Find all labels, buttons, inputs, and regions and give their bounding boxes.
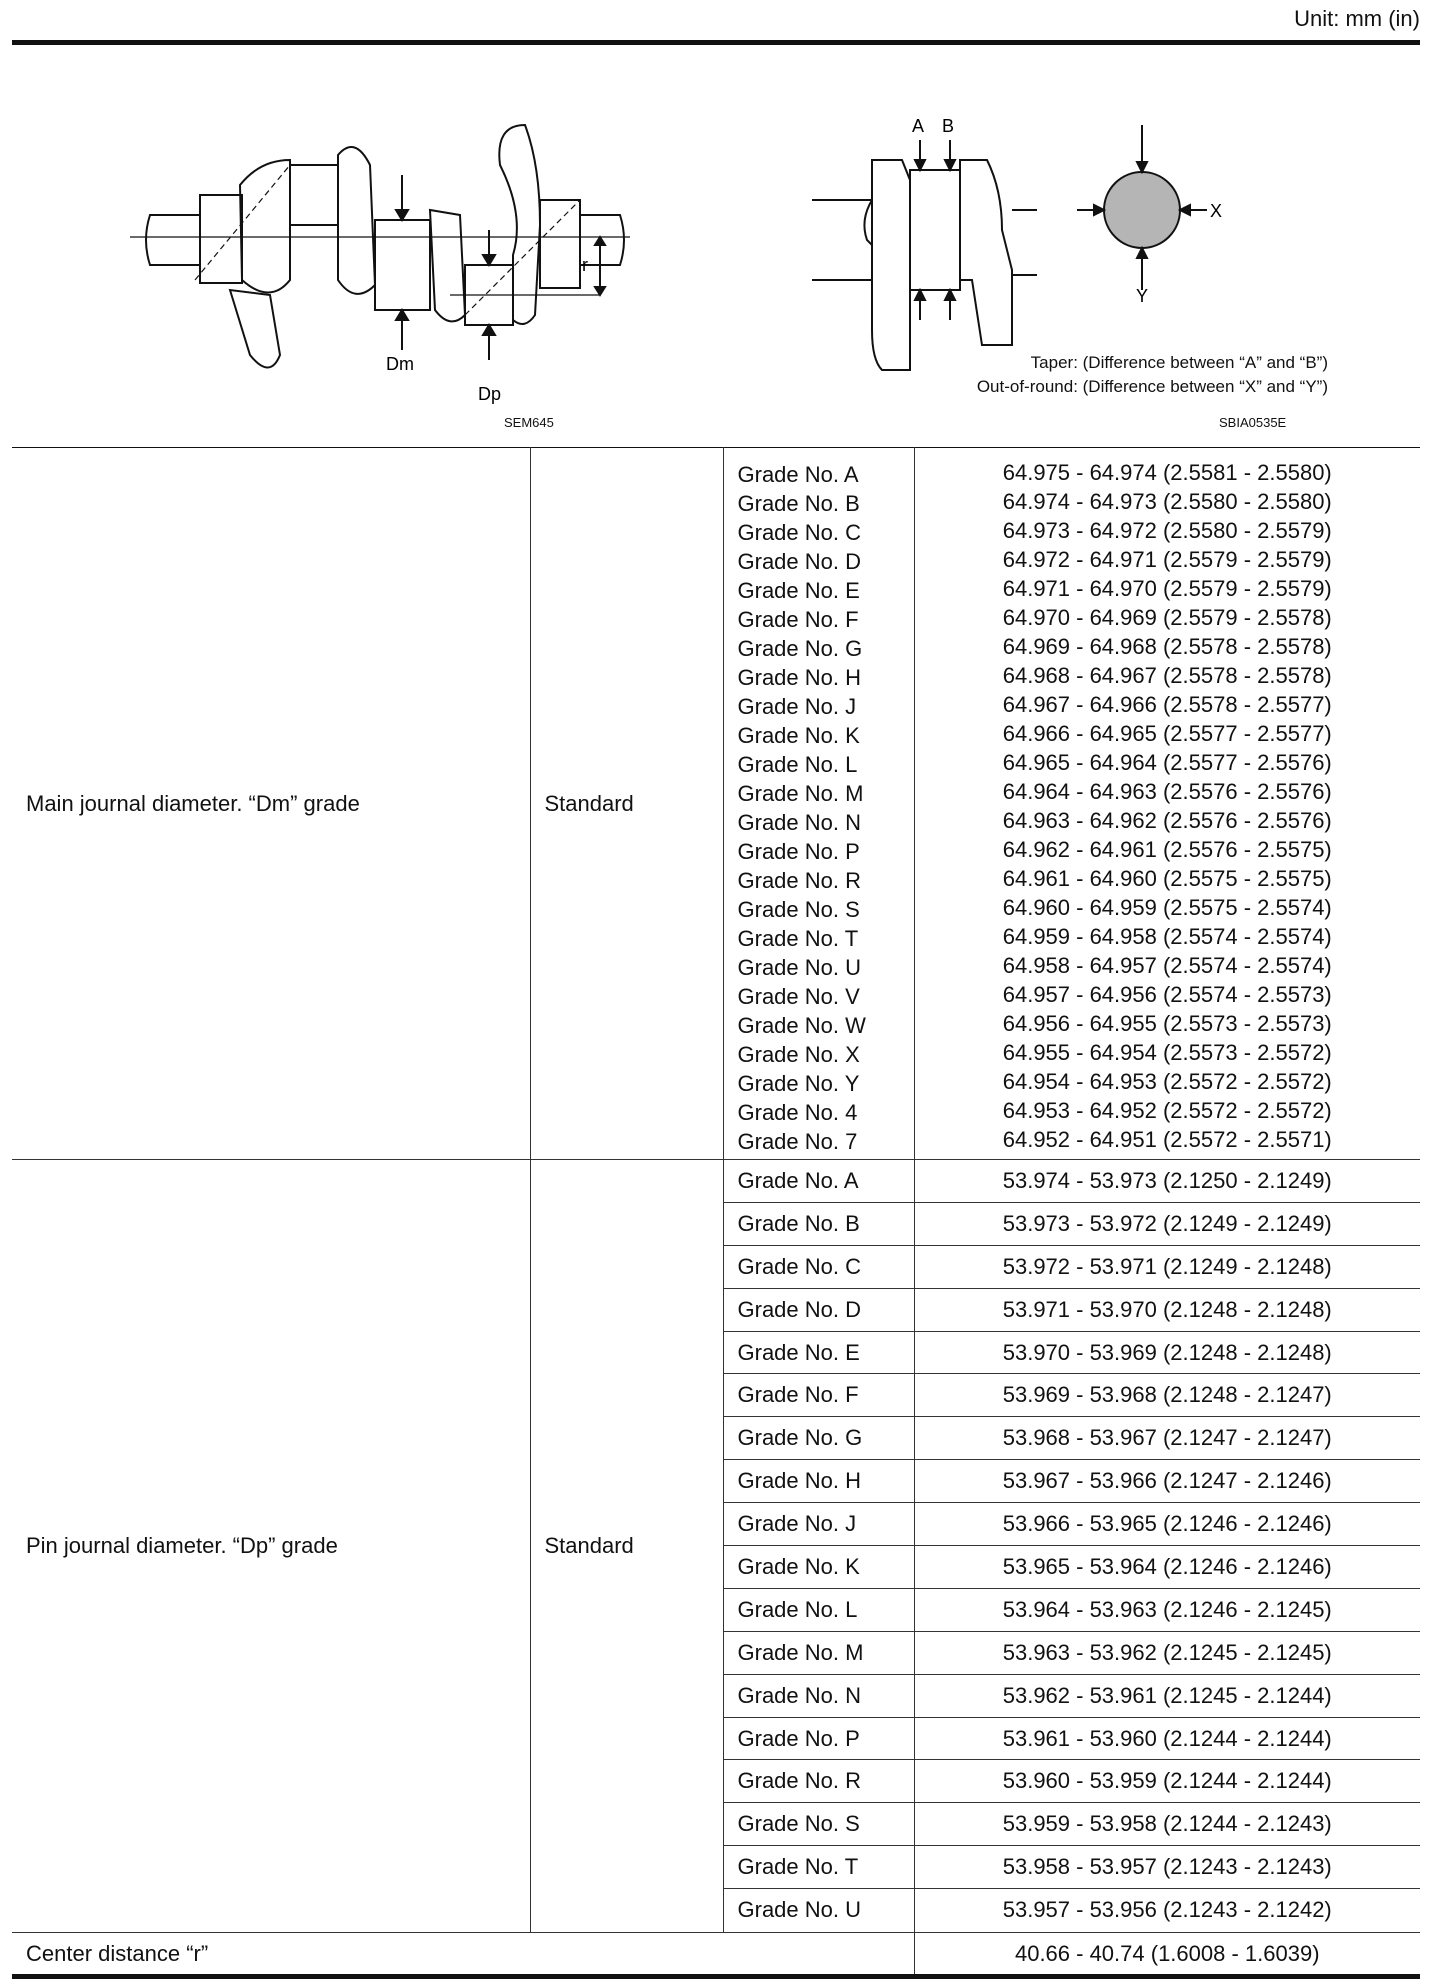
pin-journal-row bbox=[12, 1160, 1420, 1933]
main-grade-label: Grade No. B bbox=[737, 490, 860, 516]
main-grade-label: Grade No. W bbox=[737, 1012, 866, 1038]
pin-grade-label: Grade No. C bbox=[724, 1246, 914, 1289]
crankshaft-spec-table bbox=[12, 447, 1420, 1979]
main-grade-value: 64.960 - 64.959 (2.5575 - 2.5574) bbox=[1002, 894, 1332, 920]
main-grade-label: Grade No. U bbox=[737, 954, 861, 980]
main-grade-value: 64.955 - 64.954 (2.5573 - 2.5572) bbox=[1002, 1039, 1332, 1065]
main-grade-label: Grade No. S bbox=[737, 896, 860, 922]
pin-grade-value: 53.958 - 53.957 (2.1243 - 2.1243) bbox=[915, 1846, 1421, 1889]
pin-grade-value: 53.973 - 53.972 (2.1249 - 2.1249) bbox=[915, 1203, 1421, 1246]
pin-grade-label: Grade No. D bbox=[724, 1289, 914, 1332]
pin-grade-value: 53.972 - 53.971 (2.1249 - 2.1248) bbox=[915, 1246, 1421, 1289]
main-grade-value: 64.959 - 64.958 (2.5574 - 2.5574) bbox=[1002, 923, 1332, 949]
pin-grade-label: Grade No. L bbox=[724, 1589, 914, 1632]
dp-label: Dp bbox=[478, 384, 502, 404]
pin-grade-value: 53.964 - 53.963 (2.1246 - 2.1245) bbox=[915, 1589, 1421, 1632]
pin-grade-value: 53.959 - 53.958 (2.1244 - 2.1243) bbox=[915, 1803, 1421, 1846]
main-grade-value: 64.958 - 64.957 (2.5574 - 2.5574) bbox=[1002, 952, 1332, 978]
main-grade-value: 64.952 - 64.951 (2.5572 - 2.5571) bbox=[1002, 1126, 1332, 1152]
main-grade-value: 64.961 - 64.960 (2.5575 - 2.5575) bbox=[1002, 865, 1332, 891]
main-grade-value: 64.968 - 64.967 (2.5578 - 2.5578) bbox=[1002, 662, 1332, 688]
main-journal-condition: Standard bbox=[530, 448, 723, 1160]
main-grade-value: 64.973 - 64.972 (2.5580 - 2.5579) bbox=[1002, 517, 1332, 543]
main-grade-label: Grade No. A bbox=[737, 461, 859, 487]
main-grade-label: Grade No. K bbox=[737, 722, 860, 748]
main-journal-row bbox=[12, 448, 1420, 1160]
center-distance-row bbox=[12, 1933, 1420, 1977]
main-journal-values bbox=[914, 448, 1420, 1160]
main-journal-item: Main journal diameter. “Dm” grade bbox=[12, 448, 530, 1160]
main-grade-value: 64.972 - 64.971 (2.5579 - 2.5579) bbox=[1002, 546, 1332, 572]
main-grade-value: 64.957 - 64.956 (2.5574 - 2.5573) bbox=[1002, 981, 1332, 1007]
main-grade-value: 64.971 - 64.970 (2.5579 - 2.5579) bbox=[1002, 575, 1332, 601]
r-label: r bbox=[582, 255, 588, 275]
main-grade-label: Grade No. X bbox=[737, 1041, 860, 1067]
unit-label: Unit: mm (in) bbox=[1294, 6, 1420, 31]
pin-grade-label: Grade No. H bbox=[724, 1460, 914, 1503]
pin-grade-label: Grade No. K bbox=[724, 1546, 914, 1589]
pin-journal-values bbox=[914, 1160, 1420, 1933]
pin-grade-value: 53.967 - 53.966 (2.1247 - 2.1246) bbox=[915, 1460, 1421, 1503]
main-grade-value: 64.956 - 64.955 (2.5573 - 2.5573) bbox=[1002, 1010, 1332, 1036]
pin-grade-value: 53.974 - 53.973 (2.1250 - 2.1249) bbox=[915, 1160, 1421, 1203]
x-label: X bbox=[1210, 201, 1223, 221]
main-grade-label: Grade No. L bbox=[737, 751, 858, 777]
main-grade-label: Grade No. E bbox=[737, 577, 860, 603]
pin-grade-value: 53.968 - 53.967 (2.1247 - 2.1247) bbox=[915, 1417, 1421, 1460]
main-grade-label: Grade No. G bbox=[737, 635, 863, 661]
main-grade-label: Grade No. C bbox=[737, 519, 861, 545]
main-grade-value: 64.953 - 64.952 (2.5572 - 2.5572) bbox=[1002, 1097, 1332, 1123]
main-grade-label: Grade No. P bbox=[737, 838, 860, 864]
main-grade-value: 64.966 - 64.965 (2.5577 - 2.5577) bbox=[1002, 720, 1332, 746]
pin-grade-label: Grade No. A bbox=[724, 1160, 914, 1203]
main-grade-label: Grade No. M bbox=[737, 780, 864, 806]
pin-grade-value: 53.969 - 53.968 (2.1248 - 2.1247) bbox=[915, 1374, 1421, 1417]
main-grade-value: 64.962 - 64.961 (2.5576 - 2.5575) bbox=[1002, 836, 1332, 862]
dm-label: Dm bbox=[386, 354, 414, 374]
figure-code-left: SEM645 bbox=[504, 415, 554, 430]
y-label: Y bbox=[1136, 286, 1149, 306]
pin-grade-value: 53.970 - 53.969 (2.1248 - 2.1248) bbox=[915, 1332, 1421, 1375]
main-grade-label: Grade No. D bbox=[737, 548, 861, 574]
main-grade-value: 64.963 - 64.962 (2.5576 - 2.5576) bbox=[1002, 807, 1332, 833]
main-grade-value: 64.954 - 64.953 (2.5572 - 2.5572) bbox=[1002, 1068, 1332, 1094]
main-journal-grades bbox=[723, 448, 914, 1160]
pin-journal-item: Pin journal diameter. “Dp” grade bbox=[12, 1160, 530, 1933]
pin-grade-label: Grade No. P bbox=[724, 1718, 914, 1761]
main-grade-label: Grade No. T bbox=[737, 925, 859, 951]
pin-grade-label: Grade No. F bbox=[724, 1374, 914, 1417]
pin-grade-label: Grade No. G bbox=[724, 1417, 914, 1460]
pin-grade-value: 53.960 - 53.959 (2.1244 - 2.1244) bbox=[915, 1760, 1421, 1803]
main-grade-label: Grade No. 7 bbox=[737, 1128, 858, 1154]
pin-grade-value: 53.971 - 53.970 (2.1248 - 2.1248) bbox=[915, 1289, 1421, 1332]
pin-grade-label: Grade No. M bbox=[724, 1632, 914, 1675]
pin-grade-label: Grade No. N bbox=[724, 1675, 914, 1718]
pin-grade-label: Grade No. R bbox=[724, 1760, 914, 1803]
out-of-round-note: Out-of-round: (Difference between “X” and “Y”) bbox=[976, 377, 1328, 396]
pin-grade-label: Grade No. T bbox=[724, 1846, 914, 1889]
pin-grade-value: 53.957 - 53.956 (2.1243 - 2.1242) bbox=[1002, 1897, 1332, 1923]
pin-grade-value: 53.966 - 53.965 (2.1246 - 2.1246) bbox=[915, 1503, 1421, 1546]
pin-grade-label: Grade No. U bbox=[737, 1897, 861, 1923]
pin-grade-value: 53.963 - 53.962 (2.1245 - 2.1245) bbox=[915, 1632, 1421, 1675]
a-label: A bbox=[912, 116, 925, 136]
main-grade-label: Grade No. Y bbox=[737, 1070, 860, 1096]
pin-grade-label: Grade No. B bbox=[724, 1203, 914, 1246]
b-label: B bbox=[942, 116, 955, 136]
taper-note: Taper: (Difference between “A” and “B”) bbox=[1030, 353, 1328, 372]
main-grade-label: Grade No. 4 bbox=[737, 1099, 858, 1125]
center-distance-value: 40.66 - 40.74 (1.6008 - 1.6039) bbox=[914, 1933, 1420, 1977]
center-distance-item: Center distance “r” bbox=[12, 1933, 914, 1977]
main-grade-label: Grade No. F bbox=[737, 606, 859, 632]
main-grade-value: 64.967 - 64.966 (2.5578 - 2.5577) bbox=[1002, 691, 1332, 717]
pin-journal-grades bbox=[723, 1160, 914, 1933]
main-grade-label: Grade No. V bbox=[737, 983, 860, 1009]
main-grade-value: 64.964 - 64.963 (2.5576 - 2.5576) bbox=[1002, 778, 1332, 804]
pin-grade-label: Grade No. J bbox=[724, 1503, 914, 1546]
main-grade-label: Grade No. R bbox=[737, 867, 861, 893]
figure-code-right: SBIA0535E bbox=[1219, 415, 1287, 430]
pin-grade-label: Grade No. E bbox=[724, 1332, 914, 1375]
main-grade-label: Grade No. H bbox=[737, 664, 861, 690]
main-grade-value: 64.975 - 64.974 (2.5581 - 2.5580) bbox=[1002, 459, 1332, 485]
crankshaft-figure bbox=[130, 105, 630, 425]
pin-grade-value: 53.961 - 53.960 (2.1244 - 2.1244) bbox=[915, 1718, 1421, 1761]
main-grade-value: 64.965 - 64.964 (2.5577 - 2.5576) bbox=[1002, 749, 1332, 775]
pin-journal-condition: Standard bbox=[530, 1160, 723, 1933]
main-grade-label: Grade No. J bbox=[737, 693, 857, 719]
main-grade-label: Grade No. N bbox=[737, 809, 861, 835]
figure-area bbox=[12, 45, 1420, 447]
main-grade-value: 64.974 - 64.973 (2.5580 - 2.5580) bbox=[1002, 488, 1332, 514]
pin-grade-label: Grade No. S bbox=[724, 1803, 914, 1846]
pin-grade-value: 53.965 - 53.964 (2.1246 - 2.1246) bbox=[915, 1546, 1421, 1589]
pin-grade-value: 53.962 - 53.961 (2.1245 - 2.1244) bbox=[915, 1675, 1421, 1718]
main-grade-value: 64.969 - 64.968 (2.5578 - 2.5578) bbox=[1002, 633, 1332, 659]
main-grade-value: 64.970 - 64.969 (2.5579 - 2.5578) bbox=[1002, 604, 1332, 630]
